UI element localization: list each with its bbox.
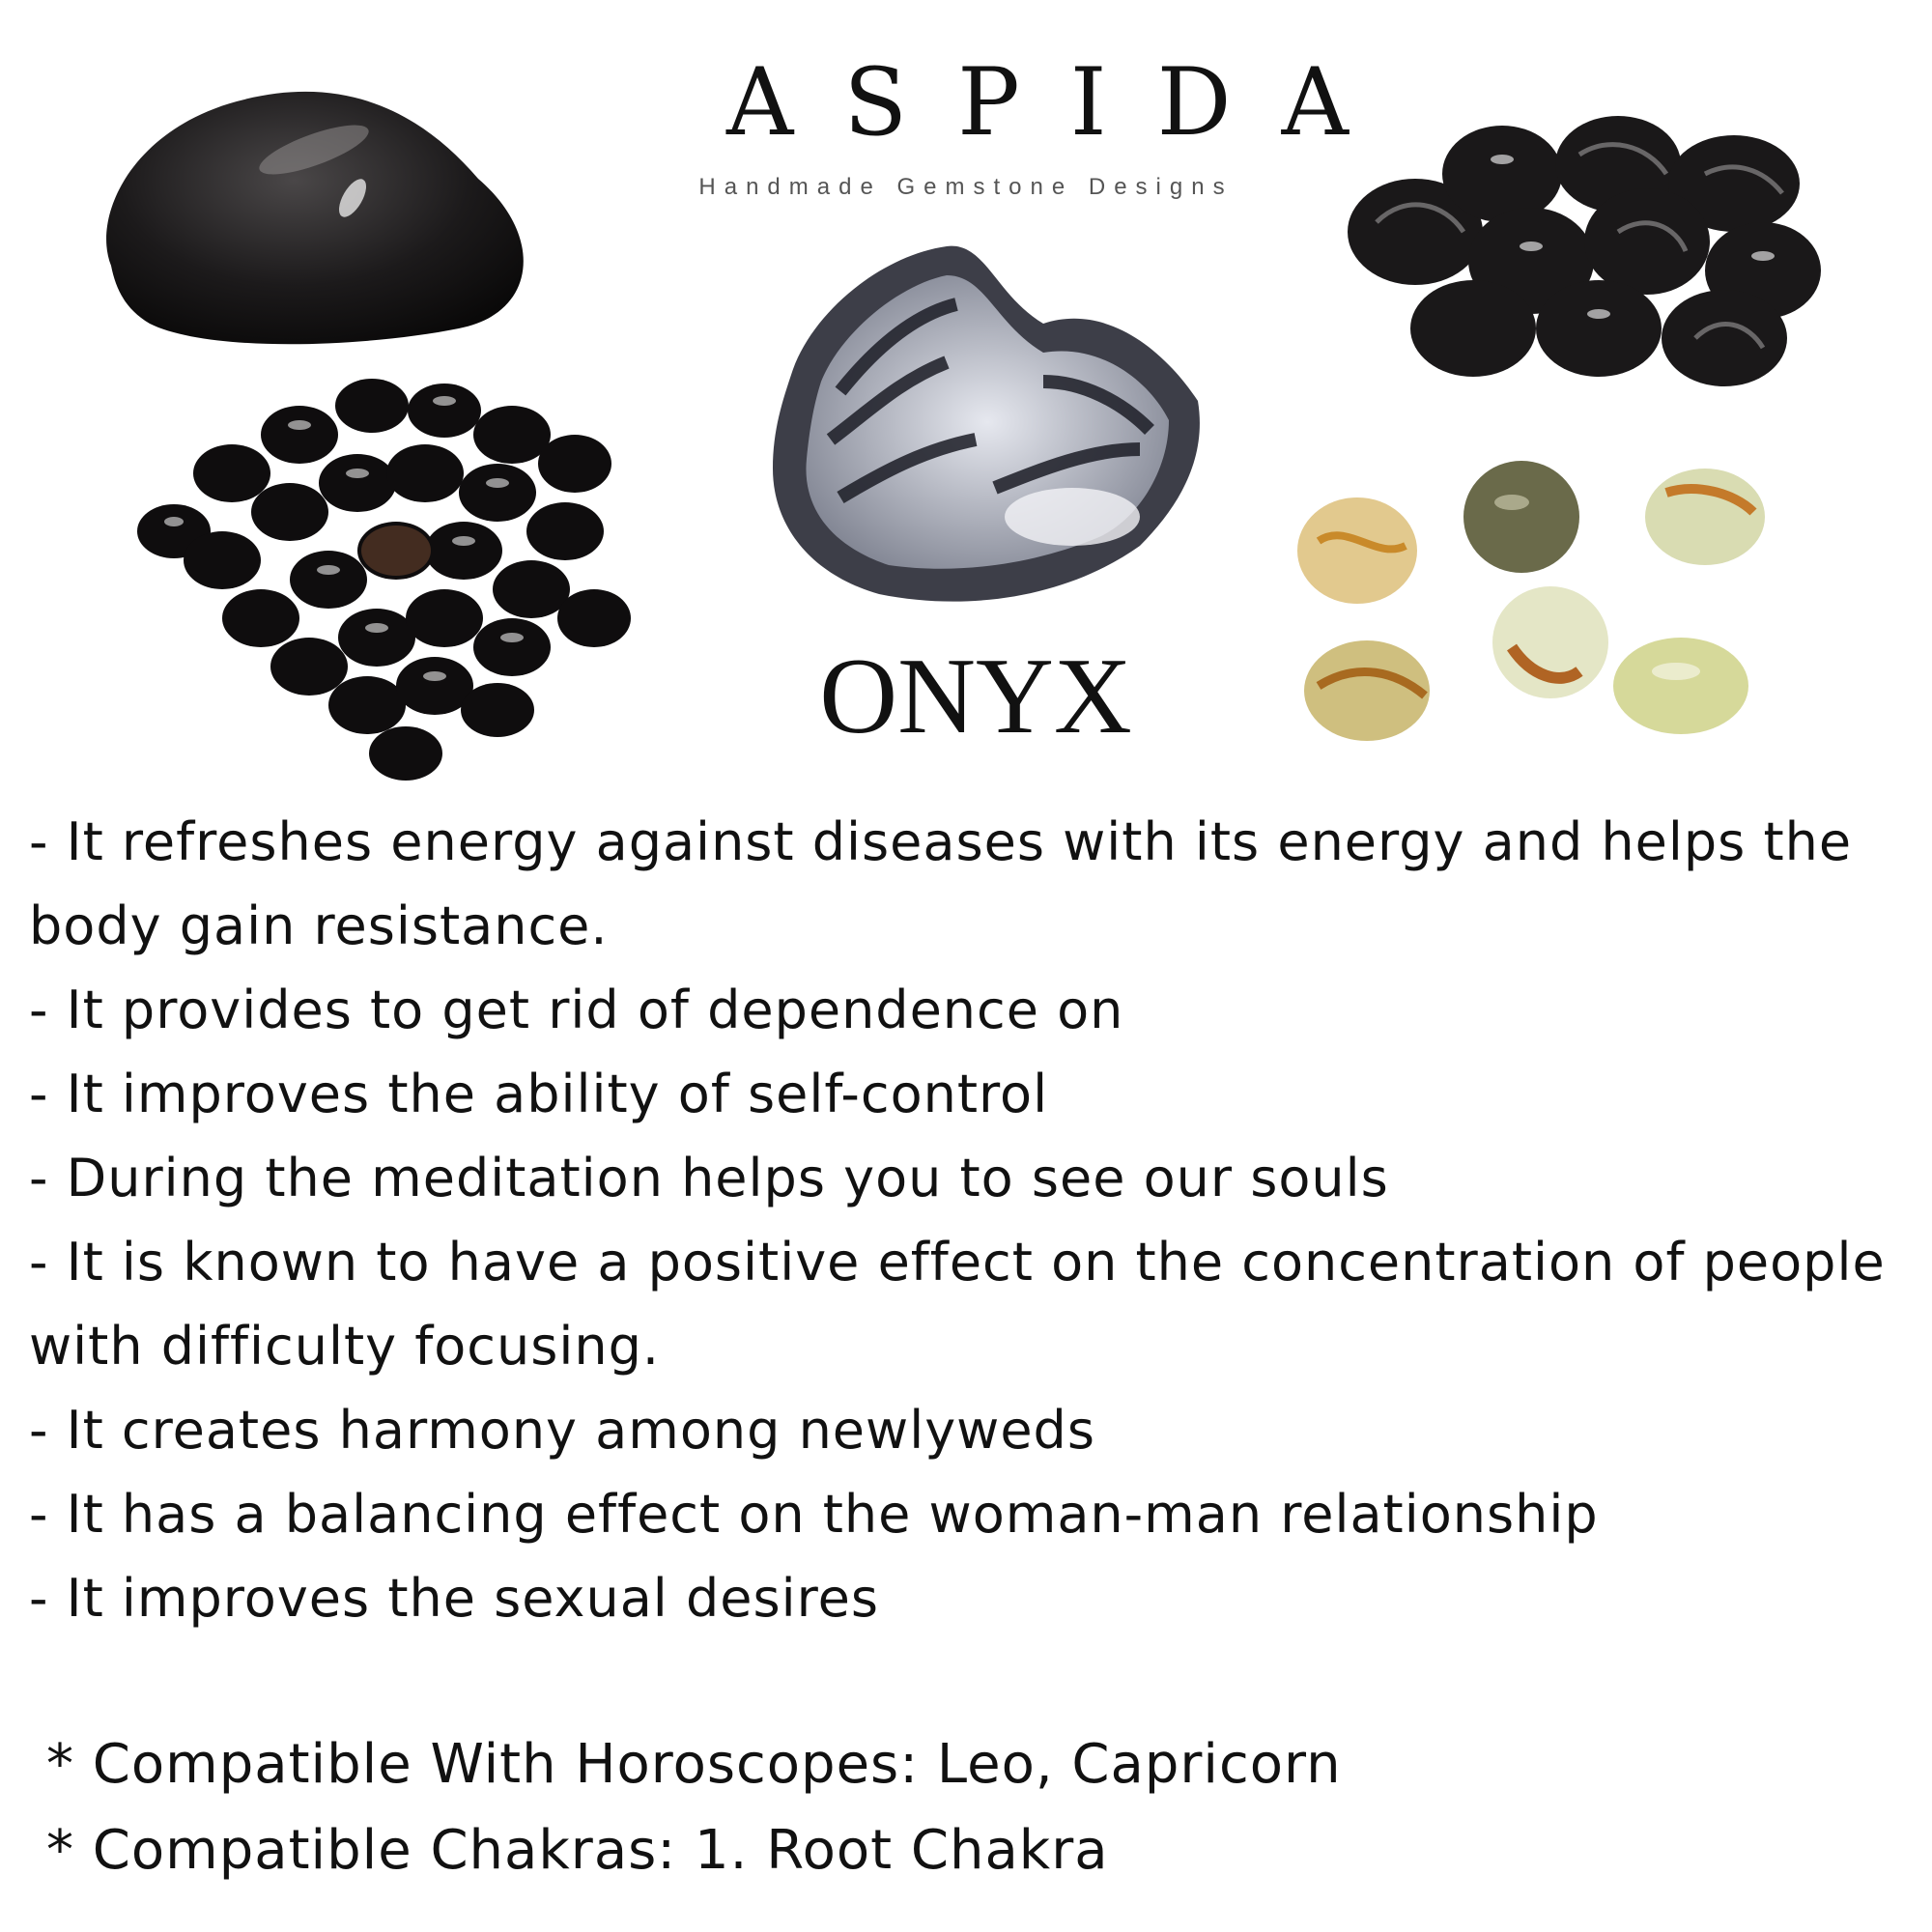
- stone-name-title: ONYX: [819, 637, 1132, 756]
- chakra-compatibility: * Compatible Chakras: 1. Root Chakra: [46, 1819, 1109, 1882]
- property-line: - It refreshes energy against diseases with its energy and helps the: [29, 811, 1853, 872]
- brand-logo-text: ASPIDA: [726, 48, 1399, 156]
- property-line: - It improves the ability of self-control: [29, 1064, 1049, 1124]
- properties-list: [29, 800, 1922, 1640]
- banded-black-onyx-stones-image: [1338, 106, 1831, 396]
- large-black-onyx-stone-image: [92, 72, 565, 353]
- horoscope-compatibility: * Compatible With Horoscopes: Leo, Capricorn: [46, 1733, 1342, 1796]
- property-line: with difficulty focusing.: [29, 1316, 661, 1377]
- compatibility-notes: [46, 1721, 1882, 1893]
- banded-onyx-geode-image: [753, 237, 1217, 623]
- property-line: body gain resistance.: [29, 895, 609, 956]
- property-line: - It improves the sexual desires: [29, 1568, 879, 1629]
- green-honey-onyx-stones-image: [1290, 454, 1811, 763]
- tumbled-black-onyx-pile-image: [116, 367, 657, 792]
- property-line: - It is known to have a positive effect on the concentration of people: [29, 1232, 1886, 1293]
- brand-tagline: Handmade Gemstone Designs: [698, 174, 1234, 200]
- property-line: - It provides to get rid of dependence on: [29, 980, 1124, 1040]
- property-line: - It has a balancing effect on the woman-man relationship: [29, 1484, 1599, 1545]
- property-line: - During the meditation helps you to see our souls: [29, 1148, 1389, 1208]
- property-line: - It creates harmony among newlyweds: [29, 1400, 1095, 1461]
